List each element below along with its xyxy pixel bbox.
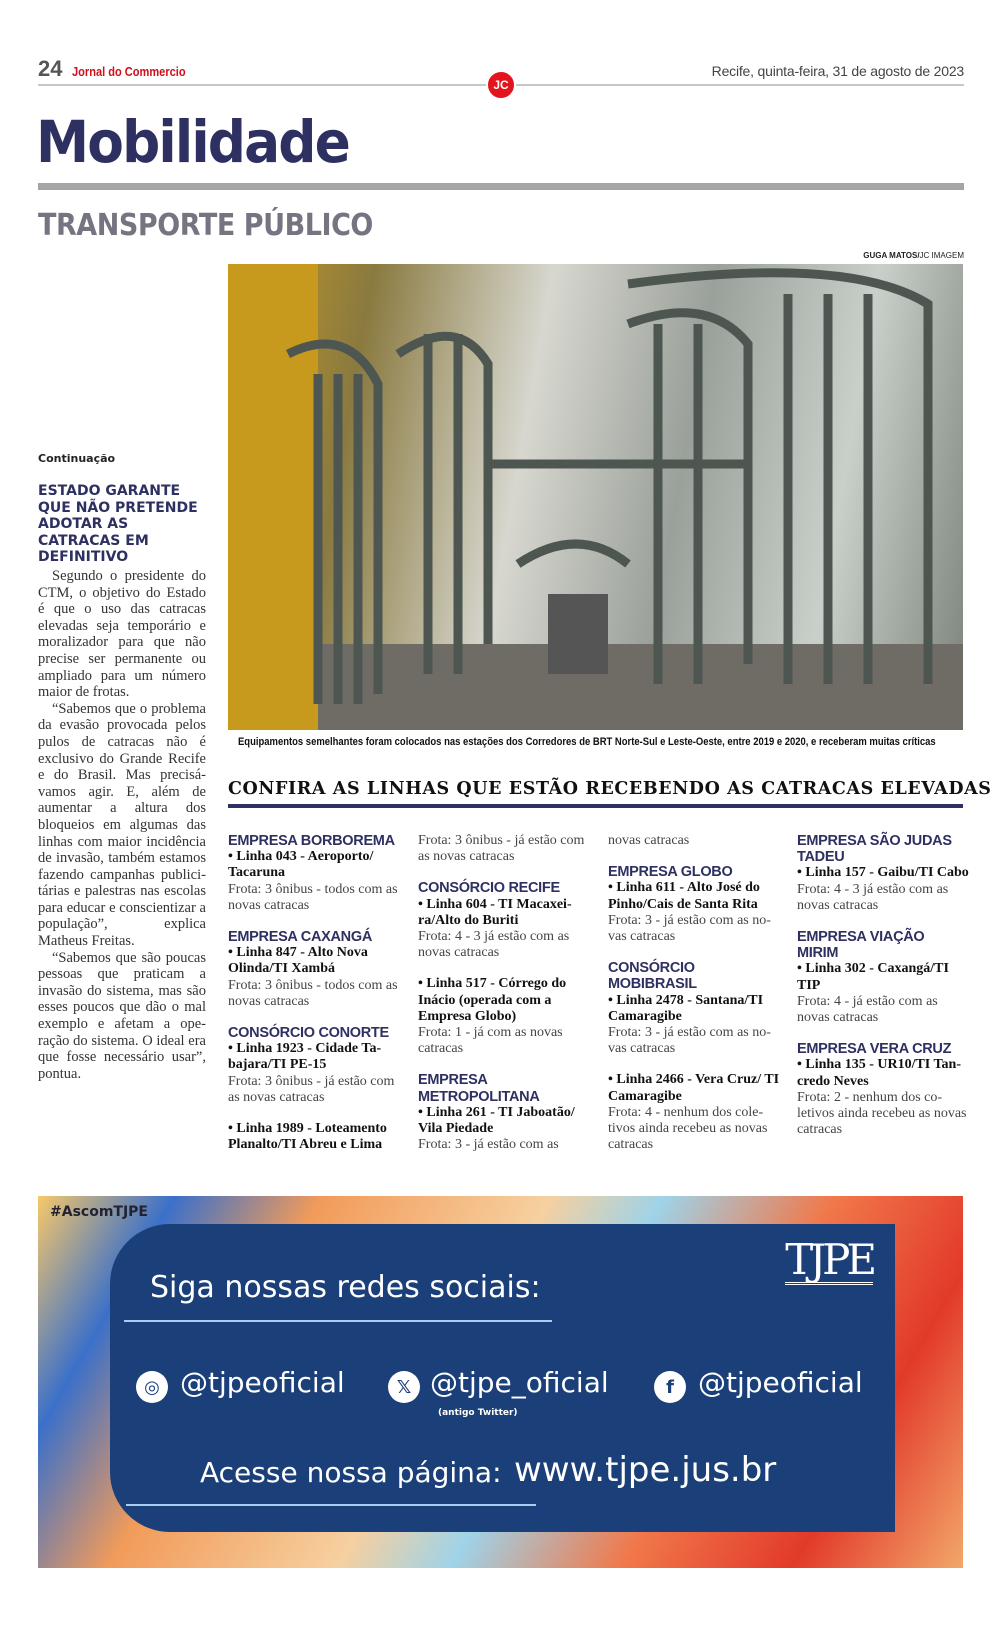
line-entry xyxy=(608,960,780,1057)
fleet-info: Frota: 1 - já com as novas catracas xyxy=(418,1025,563,1057)
bus-line: • Linha 157 - Gaibu/TI Cabo xyxy=(797,865,969,881)
photo-credit-agency: JC IMAGEM xyxy=(919,251,964,260)
company-name: EMPRESA CAXANGÁ xyxy=(228,929,373,946)
line-entry xyxy=(228,1025,400,1106)
bus-line: • Linha 2478 - Santana/TI Camaragibe xyxy=(608,992,764,1024)
tjpe-logo: TJPE xyxy=(785,1235,873,1284)
company-name: EMPRESA GLOBO xyxy=(608,864,733,881)
paragraph: “Sabemos que são poucas pessoas que praticam a invasão do sistema, mas são esses poucos que dão o mal exemplo e afetam a operação do sistema. O ideal era que fosse necessário usar”, pontua. xyxy=(38,949,206,1082)
line-entry xyxy=(797,1041,969,1138)
line-entry xyxy=(228,929,400,1010)
fleet-info: Frota: 2 - nenhum dos coletivos ainda recebeu as novas catracas xyxy=(797,1089,967,1138)
box-rule xyxy=(228,804,963,808)
company-name: EMPRESA SÃO JUDAS TADEU xyxy=(797,833,952,866)
lines-column xyxy=(228,833,400,1168)
photo-caption: Equipamentos semelhantes foram colocados nas estações dos Corredores de BRT Norte-Sul e Leste-Oeste, entre 2019 e 2020, e receberam muitas críticas xyxy=(238,736,936,748)
ad-panel xyxy=(110,1224,895,1532)
company-name: EMPRESA VERA CRUZ xyxy=(797,1041,952,1058)
bus-line: • Linha 2466 - Vera Cruz/ TI Camaragibe xyxy=(608,1072,780,1104)
bus-line: • Linha 043 - Aeroporto/ Tacaruna xyxy=(228,849,374,881)
x-note: (antigo Twitter) xyxy=(438,1408,518,1418)
dateline: Recife, quinta-feira, 31 de agosto de 2023 xyxy=(711,63,964,79)
turnstile-illustration xyxy=(228,264,963,730)
paragraph: “Sabemos que o problema da evasão provocada pelos pulos de catracas não é exclusivo do Grande Recife e do Brasil. Mas precisávamos agir. E, além de aumentar a altura dos bloqueios em algumas das linhas com maior incidência de invasão, também estamos fazendo campanhas publicitárias e palestras nas escolas para educar e conscientizar a população”, explica Matheus Freitas. xyxy=(38,700,206,950)
lines-column xyxy=(418,833,590,1168)
line-entry xyxy=(608,1072,780,1153)
company-name: CONSÓRCIO RECIFE xyxy=(418,880,560,897)
fleet-info: Frota: 4 - nenhum dos coletivos ainda recebeu as novas catracas xyxy=(608,1104,768,1153)
lines-column xyxy=(797,833,969,1153)
turnstile-photo xyxy=(228,264,963,730)
box-title: CONFIRA AS LINHAS QUE ESTÃO RECEBENDO AS CATRACAS ELEVADAS xyxy=(228,779,992,799)
lines-column xyxy=(608,833,780,1168)
photo-credit xyxy=(863,251,964,260)
fleet-info: Frota: 3 ônibus - todos com as novas catracas xyxy=(228,977,398,1009)
company-name: EMPRESA METROPOLITANA xyxy=(418,1072,540,1105)
x-icon: 𝕏 xyxy=(388,1371,420,1403)
fleet-info: novas catracas xyxy=(608,833,690,848)
section-title: Mobilidade xyxy=(36,108,350,176)
facebook-icon: f xyxy=(654,1371,686,1403)
bus-line: • Linha 261 - TI Jaboatão/ Vila Piedade xyxy=(418,1104,575,1137)
fleet-info: Frota: 3 - já estão com as xyxy=(418,1137,559,1153)
ad-follow-text: Siga nossas redes sociais: xyxy=(150,1270,541,1305)
photo-credit-name: GUGA MATOS/ xyxy=(863,251,920,260)
line-entry xyxy=(797,929,969,1026)
line-entry xyxy=(418,880,590,961)
newspaper-name: Jornal do Commercio xyxy=(72,64,186,79)
bus-line: • Linha 611 - Alto José do Pinho/Cais de Santa Rita xyxy=(608,880,760,912)
fleet-info: Frota: 3 ônibus - já estão com as novas catracas xyxy=(228,1073,395,1105)
bus-line: • Linha 1923 - Cidade Tabajara/TI PE-15 xyxy=(228,1041,382,1073)
line-entry xyxy=(608,833,780,849)
article-subhead: ESTADO GARANTE QUE NÃO PRETENDE ADOTAR AS CATRACAS EM DEFINITIVO xyxy=(38,483,198,565)
instagram-icon: ◎ xyxy=(136,1371,168,1403)
company-name: CONSÓRCIO CONORTE xyxy=(228,1025,389,1042)
instagram-handle[interactable]: @tjpeoficial xyxy=(180,1366,345,1399)
fleet-info: Frota: 3 ônibus - já estão com as novas catracas xyxy=(418,833,585,865)
site-label: Acesse nossa página: xyxy=(200,1456,502,1489)
site-underline xyxy=(126,1504,536,1506)
fleet-info: Frota: 3 - já estão com as novas catracas xyxy=(608,912,771,945)
bus-line: • Linha 517 - Córrego do Inácio (operada com a Empresa Globo) xyxy=(418,976,567,1024)
tjpe-advertisement xyxy=(38,1196,963,1568)
site-link[interactable]: www.tjpe.jus.br xyxy=(514,1450,777,1490)
bus-line: • Linha 1989 - Loteamento Planalto/TI Abreu e Lima xyxy=(228,1121,387,1153)
fleet-info: Frota: 3 - já estão com as novas catracas xyxy=(608,1025,771,1057)
line-entry xyxy=(797,833,969,914)
fleet-info: Frota: 3 ônibus - todos com as novas catracas xyxy=(228,881,398,913)
continuation-label: Continuação xyxy=(38,452,116,465)
company-name: EMPRESA VIAÇÃO MIRIM xyxy=(797,929,925,962)
follow-underline xyxy=(124,1320,552,1322)
page-number: 24 xyxy=(38,56,63,81)
line-entry xyxy=(228,833,400,914)
line-entry xyxy=(418,833,590,865)
line-entry xyxy=(418,1072,590,1153)
fleet-info: Frota: 4 - 3 já estão com as novas catracas xyxy=(797,881,949,913)
paragraph: Segundo o presidente do CTM, o objetivo do Estado é que o uso das catracas elevadas seja temporário e moralizador para que não precise ser permanente ou ampliado para um número maior de frotas. xyxy=(38,568,206,701)
line-entry xyxy=(608,864,780,945)
bus-line: • Linha 135 - UR10/TI Tancredo Neves xyxy=(797,1057,962,1089)
line-entry xyxy=(228,1121,400,1153)
section-rule xyxy=(38,183,964,190)
bus-line: • Linha 847 - Alto Nova Olinda/TI Xambá xyxy=(228,945,368,977)
company-name: CONSÓRCIO MOBIBRASIL xyxy=(608,960,697,993)
bus-line: • Linha 604 - TI Macaxeira/Alto do Buriti xyxy=(418,896,572,928)
fleet-info: Frota: 4 - 3 já estão com as novas catracas xyxy=(418,929,570,961)
bus-line: • Linha 302 - Caxangá/TI TIP xyxy=(797,961,949,993)
jc-logo: JC xyxy=(486,70,516,100)
facebook-handle[interactable]: @tjpeoficial xyxy=(698,1366,863,1399)
company-name: EMPRESA BORBOREMA xyxy=(228,833,395,849)
article-body xyxy=(38,568,206,1082)
kicker: TRANSPORTE PÚBLICO xyxy=(38,208,373,243)
line-entry xyxy=(418,976,590,1057)
fleet-info: Frota: 4 - já estão com as novas catracas xyxy=(797,993,938,1026)
x-handle[interactable]: @tjpe_oficial xyxy=(430,1366,609,1399)
ad-hashtag: #AscomTJPE xyxy=(50,1204,148,1220)
